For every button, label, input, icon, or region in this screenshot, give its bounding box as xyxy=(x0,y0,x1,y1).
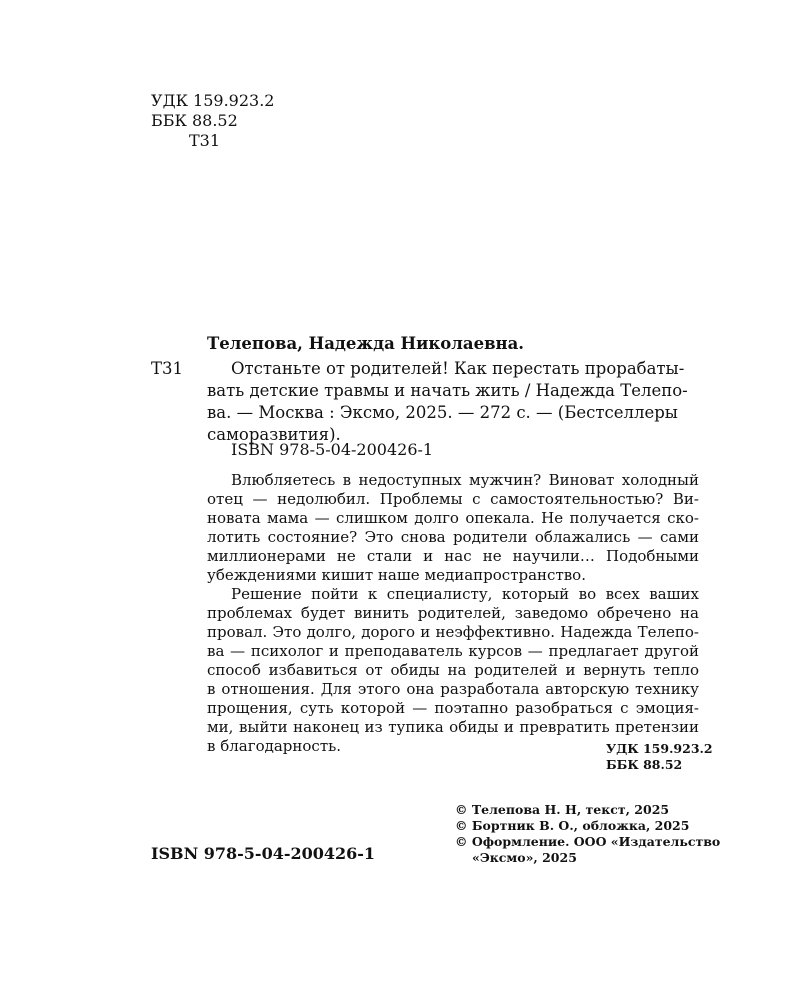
annotation-line: провал. Это долго, дорого и неэффективно. Надежда Телепо- xyxy=(207,623,699,641)
bbk-code: ББК 88.52 xyxy=(606,757,683,772)
author-sign-left: Т31 xyxy=(151,359,184,378)
annotation-line: ва — психолог и преподаватель курсов — предлагает другой xyxy=(207,642,699,660)
annotation-line: в благодарность. xyxy=(207,737,342,755)
annotation-line: новата мама — слишком долго опекала. Не получается ско- xyxy=(207,509,699,527)
copyright-line: © Телепова Н. Н, текст, 2025 xyxy=(455,802,670,817)
record-line: Отстаньте от родителей! Как перестать прорабаты- xyxy=(231,359,685,378)
author-heading: Телепова, Надежда Николаевна. xyxy=(207,334,525,353)
isbn-bottom: ISBN 978-5-04-200426-1 xyxy=(151,844,376,863)
copyright-line: «Эксмо», 2025 xyxy=(472,850,577,865)
annotation-line: убеждениями кишит наше медиапространство. xyxy=(207,566,586,584)
annotation-line: в отношения. Для этого она разработала авторскую технику xyxy=(207,680,699,698)
copyright-line: © Бортник В. О., обложка, 2025 xyxy=(455,818,690,833)
top-classification-codes xyxy=(151,91,274,151)
annotation xyxy=(207,471,699,756)
annotation-line: способ избавиться от обиды на родителей и вернуть тепло xyxy=(207,661,699,679)
copyright-block xyxy=(455,802,720,866)
annotation-line: лотить состояние? Это снова родители облажались — сами xyxy=(207,528,699,546)
record-isbn: ISBN 978-5-04-200426-1 xyxy=(231,440,434,459)
bottom-classification-codes xyxy=(606,741,713,773)
author-sign-code: Т31 xyxy=(189,131,221,150)
annotation-line: ми, выйти наконец из тупика обиды и превратить претензии xyxy=(207,718,699,736)
annotation-line: Влюбляетесь в недоступных мужчин? Виноват холодный xyxy=(231,471,699,489)
udk-code: УДК 159.923.2 xyxy=(151,91,275,110)
udk-code: УДК 159.923.2 xyxy=(606,741,713,756)
annotation-line: отец — недолюбил. Проблемы с самостоятельностью? Ви- xyxy=(207,490,699,508)
copyright-line: © Оформление. ООО «Издательство xyxy=(455,834,721,849)
annotation-line: прощения, суть которой — поэтапно разобраться с эмоция- xyxy=(207,699,699,717)
bibliographic-record xyxy=(207,358,697,446)
annotation-line: проблемах будет винить родителей, заведомо обречено на xyxy=(207,604,699,622)
bbk-code: ББК 88.52 xyxy=(151,111,238,130)
annotation-line: миллионерами не стали и нас не научили… Подобными xyxy=(207,547,699,565)
annotation-line: Решение пойти к специалисту, который во всех ваших xyxy=(231,585,699,603)
record-line: ва. — Москва : Эксмо, 2025. — 272 с. — (Бестселлеры xyxy=(207,403,678,422)
record-line: саморазвития). xyxy=(207,425,341,444)
record-line: вать детские травмы и начать жить / Надежда Телепо- xyxy=(207,381,688,400)
